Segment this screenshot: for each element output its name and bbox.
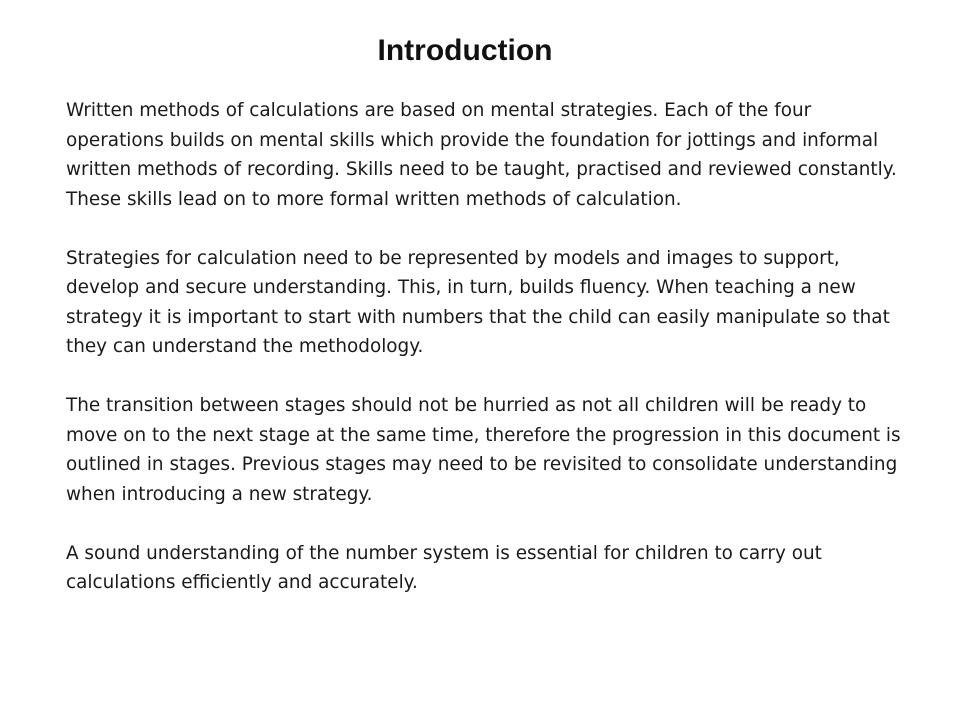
paragraph-number-system: A sound understanding of the number system is essential for children to carry out calculations efficiently and accurately.	[66, 542, 822, 593]
slide-title: Introduction	[377, 34, 553, 67]
paragraph-transition: The transition between stages should not be hurried as not all children will be ready to move on to the next stage at the same time, therefore the progression in this document is outlined in stages. Previous stages may need to be revisited to consolidate understanding when introducing a new strategy.	[66, 395, 901, 505]
paragraph-written-methods: Written methods of calculations are based on mental strategies. Each of the four operations builds on mental skills which provide the foundation for jottings and informal written methods of recording. Skills need to be taught, practised and reviewed constantly. These skills lead on to more formal written methods of calculation.	[66, 100, 897, 210]
slide-body	[66, 96, 906, 598]
paragraph-strategies: Strategies for calculation need to be represented by models and images to support, develop and secure understanding. This, in turn, builds fluency. When teaching a new strategy it is important to start with numbers that the child can easily manipulate so that they can understand the methodology.	[66, 247, 890, 357]
